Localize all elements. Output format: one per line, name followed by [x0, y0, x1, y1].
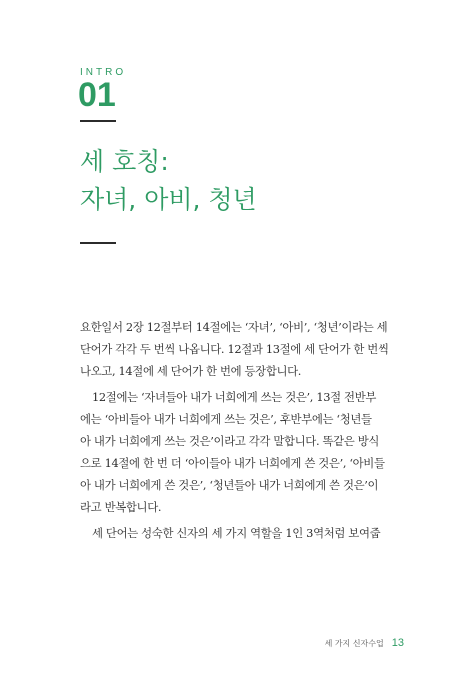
body-text [80, 316, 402, 544]
body-line: 나오고, 14절에 세 단어가 한 번에 등장합니다. [80, 364, 302, 378]
page-number: 13 [391, 637, 404, 649]
body-line: 라고 반복합니다. [80, 500, 162, 514]
body-line: 세 단어는 성숙한 신자의 세 가지 역할을 1인 3역처럼 보여줍 [92, 526, 381, 540]
body-line: 아 내가 너희에게 쓴 것은’, ‘청년들아 내가 너희에게 쓴 것은’이 [80, 478, 379, 492]
page-footer [325, 637, 404, 649]
running-title: 세 가지 신자수업 [324, 639, 384, 648]
intro-number: 01 [78, 76, 116, 114]
top-divider [80, 120, 116, 122]
body-line: 에는 ‘아비들아 내가 너희에게 쓰는 것은’, 후반부에는 ‘청년들 [80, 412, 372, 426]
body-line: 요한일서 2장 12절부터 14절에는 ‘자녀’, ‘아비’, ‘청년’이라는 세 [80, 320, 388, 334]
chapter-title-line-1: 세 호칭: [80, 147, 169, 176]
body-line: 아 내가 너희에게 쓰는 것은’이라고 각각 말합니다. 똑같은 방식 [80, 434, 380, 448]
chapter-title-line-2: 자녀, 아비, 청년 [80, 185, 257, 214]
intro-label: INTRO [80, 67, 127, 78]
chapter-title [80, 143, 257, 219]
body-line: 으로 14절에 한 번 더 ‘아이들아 내가 너희에게 쓴 것은’, ‘아비들 [80, 456, 385, 470]
body-line: 12절에는 ‘자녀들아 내가 너희에게 쓰는 것은’, 13절 전반부 [92, 390, 377, 404]
body-line: 단어가 각각 두 번씩 나옵니다. 12절과 13절에 세 단어가 한 번씩 [80, 342, 389, 356]
title-divider [80, 242, 116, 244]
